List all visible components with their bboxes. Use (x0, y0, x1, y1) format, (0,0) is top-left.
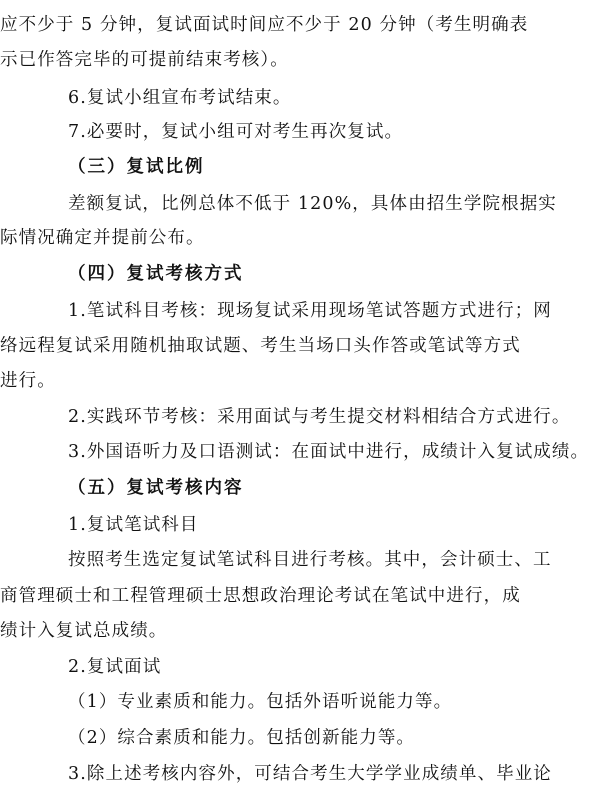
body-text-line: 应不少于 5 分钟，复试面试时间应不少于 20 分钟（考生明确表 (0, 15, 529, 35)
body-text-line: 差额复试，比例总体不低于 120%，具体由招生学院根据实 (68, 194, 557, 214)
body-text-line: 示已作答完毕的可提前结束考核）。 (0, 50, 289, 70)
list-item: 6.复试小组宣布考试结束。 (68, 88, 292, 108)
body-text-line: 进行。 (0, 371, 56, 391)
list-item: 1.复试笔试科目 (68, 515, 199, 535)
list-item: 3.外国语听力及口语测试：在面试中进行，成绩计入复试成绩。 (68, 442, 590, 462)
section-heading-4: （四）复试考核方式 (68, 264, 244, 284)
body-text-line: 络远程复试采用随机抽取试题、考生当场口头作答或笔试等方式 (0, 336, 521, 356)
section-heading-3: （三）复试比例 (68, 157, 205, 177)
list-item: （2）综合素质和能力。包括创新能力等。 (68, 728, 416, 748)
body-text-line: 际情况确定并提前公布。 (0, 228, 205, 248)
list-item: 1.笔试科目考核：现场复试采用现场笔试答题方式进行；网 (68, 301, 552, 321)
body-text-line: 商管理硕士和工程管理硕士思想政治理论考试在笔试中进行，成 (0, 586, 521, 606)
list-item: 2.实践环节考核：采用面试与考生提交材料相结合方式进行。 (68, 407, 571, 427)
body-text-line: 按照考生选定复试笔试科目进行考核。其中，会计硕士、工 (68, 550, 552, 570)
list-item: 7.必要时，复试小组可对考生再次复试。 (68, 122, 404, 142)
section-heading-5: （五）复试考核内容 (68, 478, 244, 498)
list-item: 3.除上述考核内容外，可结合考生大学学业成绩单、毕业论 (68, 764, 552, 784)
list-item: （1）专业素质和能力。包括外语听说能力等。 (68, 692, 453, 712)
body-text-line: 绩计入复试总成绩。 (0, 621, 168, 641)
list-item: 2.复试面试 (68, 657, 162, 677)
